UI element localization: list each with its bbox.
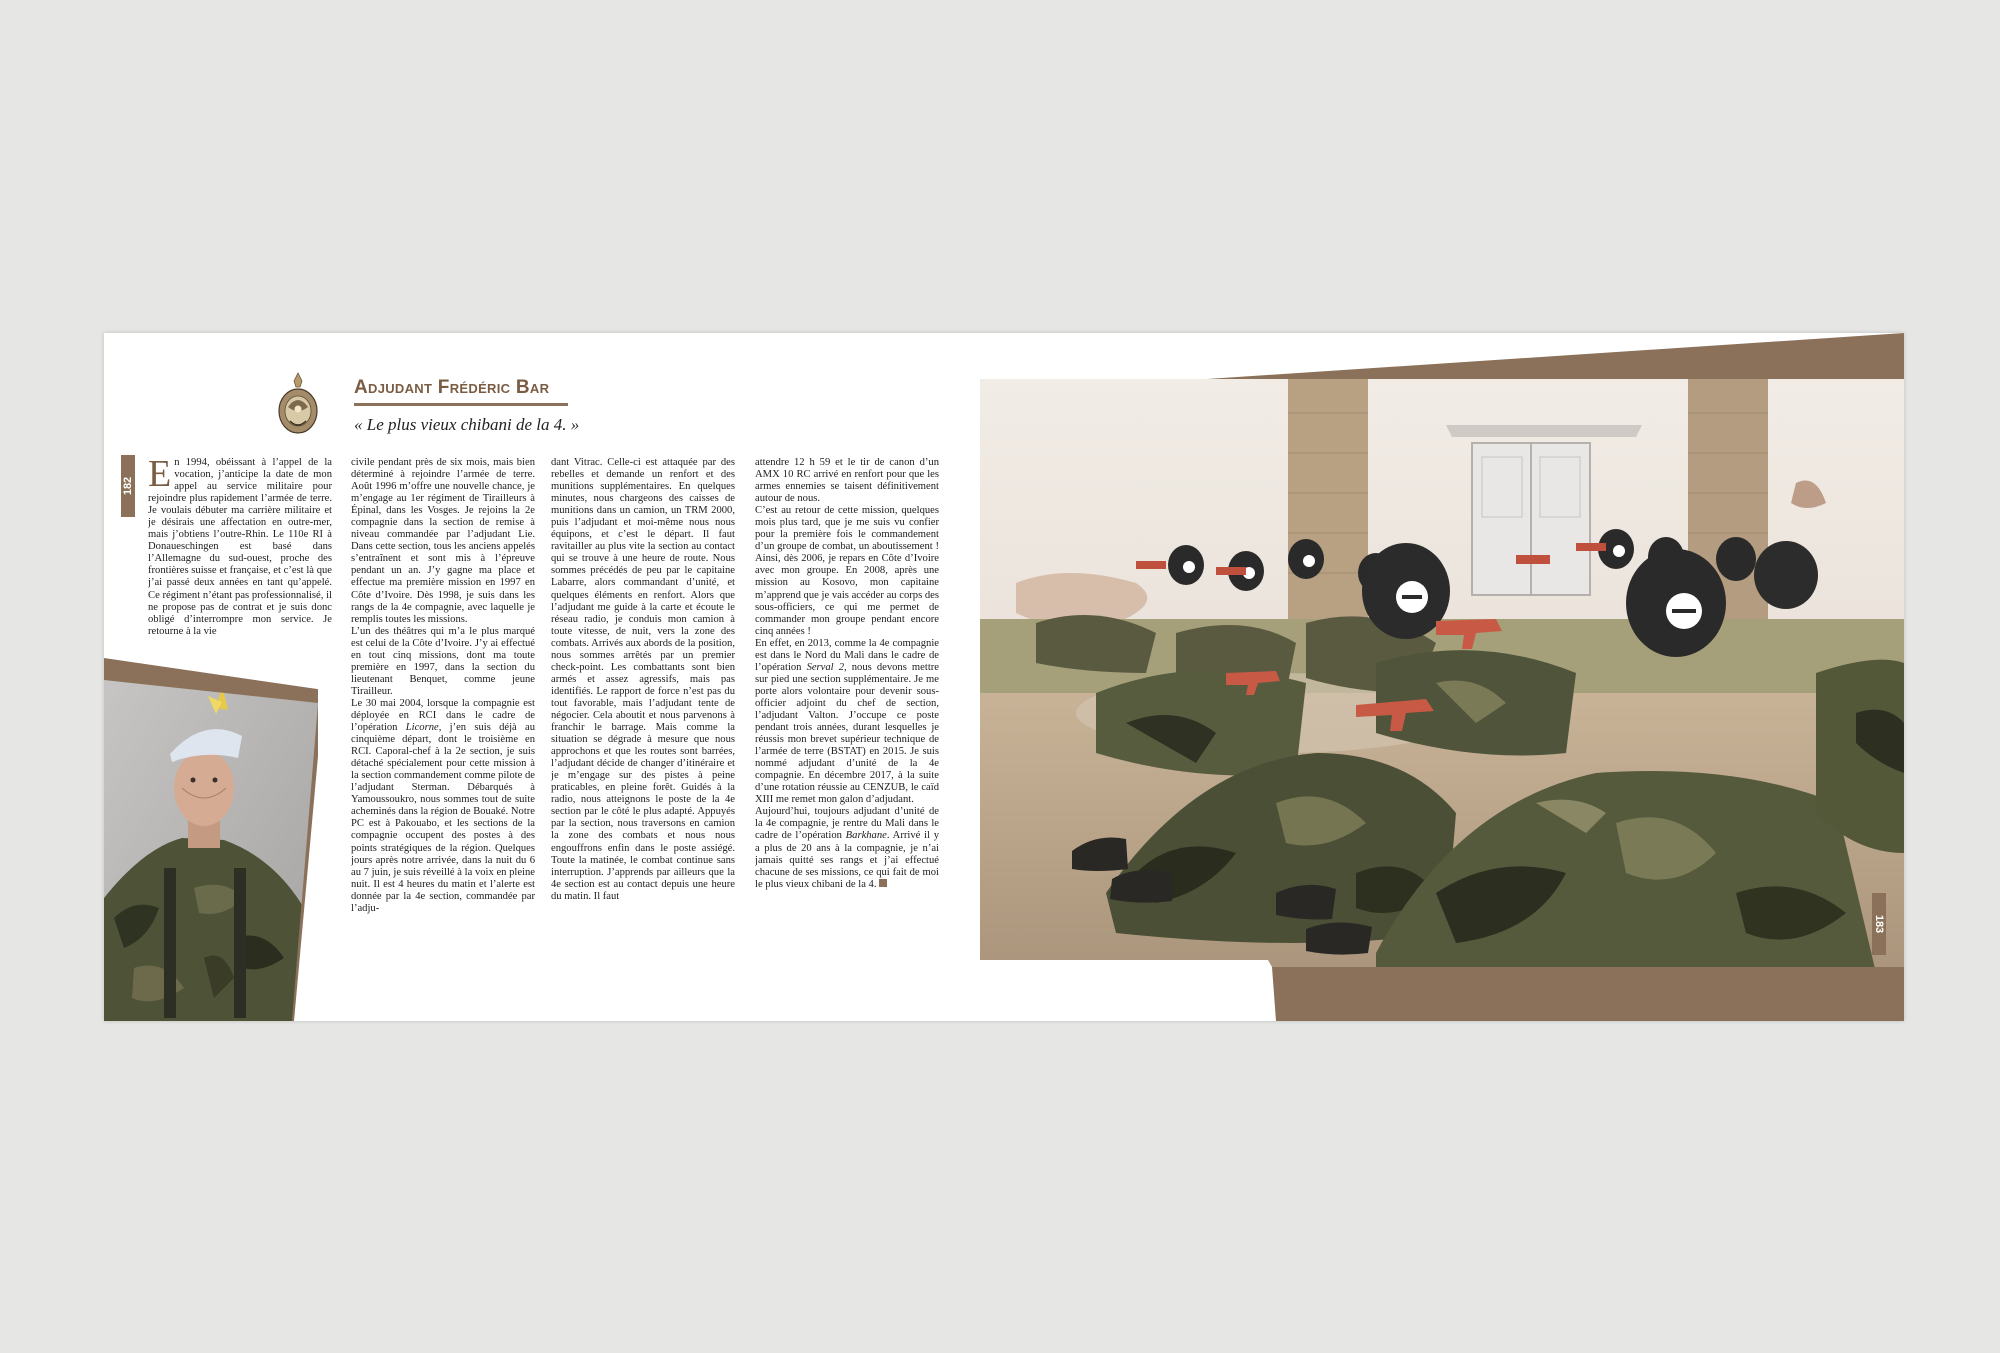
column-4-paragraph-2: C’est au retour de cette mission, quelques mois plus tard, que je me suis vu confier pour la première fois le commandement d’un groupe de combat, un aboutissement ! Ainsi, dès 2006, je repars en Côte d’Ivoire avec mon groupe. En 2008, après une mission au Kosovo, mon capitaine m’apprend que je vais accéder au corps des sous-officiers, ce qui me permet de commander mon groupe pendant encore cinq années ! bbox=[755, 505, 939, 637]
regiment-badge-icon bbox=[276, 371, 320, 437]
article-column-1 bbox=[148, 457, 332, 687]
column-4-paragraph-3 bbox=[755, 638, 939, 807]
text-run: Le 30 mai 2004, lorsque la compagnie est déployée en RCI dans le cadre de l’opération bbox=[351, 697, 535, 734]
column-3-text: dant Vitrac. Celle-ci est attaquée par des rebelles et demande un renfort et des munitions supplémentaires. En quelques minutes, nous chargeons des caisses de munitions dans un camion, un TRM 2000, puis l’adjudant et moi-même nous nous équipons, et c’est le départ. Il faut ravitailler au plus vite la section au contact qui se trouve à une heure de route. Nous sommes précédés de peu par le capitaine Labarre, alors commandant d’unité, et quelques éléments en renfort. Alors que l’adjudant me guide à la carte et écoute le réseau radio, je conduis mon camion à toute vitesse, de nuit, vers la zone des combats. Arrivés aux abords de la position, nous sommes arrêtés par un premier check-point. Les combattants sont bien armés et assez agressifs, mais pas identifiés. Le rapport de force n’est pas du tout favorable, mais l’adjudant tente de négocier. Cela aboutit et nous parvenons à franchir le barrage. Mais comme la situation se dégrade à mesure que nous approchons et que les routes sont barrées, l’adjudant décide de changer d’itinéraire et je m’engage sur des pistes à peine praticables, en pleine forêt. Guidés à la radio, nous atteignons le poste de la 4e section par le côté le plus adapté. Appuyés par la section, nous traversons en camion la zone des combats et nous nous engouffrons enfin dans le poste assiégé. Toute la matinée, le combat continue sans interruption. J’apprends par ailleurs que la 4e section est au contact depuis une heure du matin. Il faut bbox=[551, 457, 735, 902]
column-4-paragraph-4 bbox=[755, 806, 939, 890]
article-column-2 bbox=[351, 457, 535, 977]
drop-cap: E bbox=[148, 457, 172, 495]
text-run: En effet, en 2013, comme la 4e compagnie est dans le Nord du Mali dans le cadre de l’opération bbox=[755, 637, 939, 673]
column-2-paragraph-3 bbox=[351, 698, 535, 915]
italic-run: Licorne bbox=[405, 722, 439, 734]
soldiers-training-photo bbox=[976, 333, 1904, 1021]
soldier-portrait-photo bbox=[104, 658, 318, 1021]
end-mark-icon bbox=[879, 879, 887, 887]
text-run: , nous devons mettre sur pied une section supplémentaire. Je me porte alors volontaire pour devenir sous-officier adjoint du chef de section, l’adjudant Valton. J’occupe ce poste pendant trois années, durant lesquelles je réussis mon brevet supérieur technique de l’armée de terre (BSTAT) en 2015. Je suis nommé adjudant d’unité de la 4e compagnie. En décembre 2017, à la suite d’une rotation réussie au CENZUB, le caïd XIII me remet mon galon d’adjudant. bbox=[755, 661, 939, 806]
page-number-right: 183 bbox=[1872, 893, 1886, 955]
magazine-spread bbox=[104, 333, 1904, 1021]
text-run: , j’en suis déjà au cinquième départ, dont le troisième en RCI. Caporal-chef à la 2e section, je suis détaché spécialement pour cette mission à la section commandement comme pilote de l’adjudant Sterman. Débarqués à Yamoussoukro, nous sommes tout de suite acheminés dans la région de Bouaké. Notre PC est à Pakouabo, et les sections de la compagnie occupent des postes à des points stratégiques de la région. Quelques jours après notre arrivée, dans la nuit du 6 au 7 juin, je suis réveillé à la voix en pleine nuit. Il est 4 heures du matin et l’alerte est donnée par la 4e section, commandée par l’adju- bbox=[351, 722, 535, 914]
article-column-3 bbox=[551, 457, 735, 977]
column-4-paragraph-1: attendre 12 h 59 et le tir de canon d’un AMX 10 RC arrivé en renfort pour que les armes ennemies se taisent définitivement autour de nous. bbox=[755, 457, 939, 505]
article-subtitle: « Le plus vieux chibani de la 4. » bbox=[354, 415, 580, 434]
italic-run: Serval 2 bbox=[806, 661, 845, 673]
column-2-paragraph-2: L’un des théâtres qui m’a le plus marqué est celui de la Côte d’Ivoire. J’y ai effectué en tout cinq missions, dont ma toute première en 1997, dans la section du lieutenant Benquet, comme jeune Tirailleur. bbox=[351, 625, 535, 697]
text-run: . Arrivé il y a plus de 20 ans à la compagnie, je n’ai jamais quitté ses rangs et j’ai effectué chacune de ses missions, ce qui fait de moi le plus vieux chibani de la 4. bbox=[755, 830, 939, 890]
article-column-4 bbox=[755, 457, 939, 977]
article-title: Adjudant Frédéric Bar bbox=[354, 377, 550, 398]
column-1-text: n 1994, obéissant à l’appel de la vocation, j’anticipe la date de mon appel au service militaire pour rejoindre plus rapidement l’armée de terre. Je voulais débuter ma carrière militaire et je désirais une affectation en outre-mer, mais j’obtiens l’outre-Rhin. Le 110e RI à Donaueschingen est basé dans l’Allemagne du sud-ouest, proche des frontières suisse et française, et c’est là que j’ai passé deux années en tant qu’appelé. Ce régiment n’étant pas professionnalisé, il ne propose pas de contrat et je suis donc obligé d’interrompre mon service. Je retourne à la vie bbox=[148, 457, 332, 637]
title-underline bbox=[354, 403, 568, 406]
italic-run: Barkhane bbox=[845, 830, 887, 842]
column-2-paragraph-1: civile pendant près de six mois, mais bien déterminé à rejoindre l’armée de terre. Août 1996 m’offre une nouvelle chance, je m’engage au 1er régiment de Tirailleurs à Épinal, dans les Vosges. Je rejoins la 2e compagnie dans la section de remise à niveau commandée par l’adjudant Lie. Dans cette section, tous les anciens appelés s’entraînent et sont mis à l’épreuve pendant un an. J’y gagne ma place et effectue ma première mission en 1997 en Côte d’Ivoire. Dès 1998, je suis dans les rangs de la 4e compagnie, avec laquelle je remplis toutes les missions. bbox=[351, 457, 535, 625]
text-run: Aujourd’hui, toujours adjudant d’unité de la 4e compagnie, je rentre du Mali dans le cadre de l’opération bbox=[755, 806, 939, 842]
page-number-left: 182 bbox=[121, 455, 135, 517]
